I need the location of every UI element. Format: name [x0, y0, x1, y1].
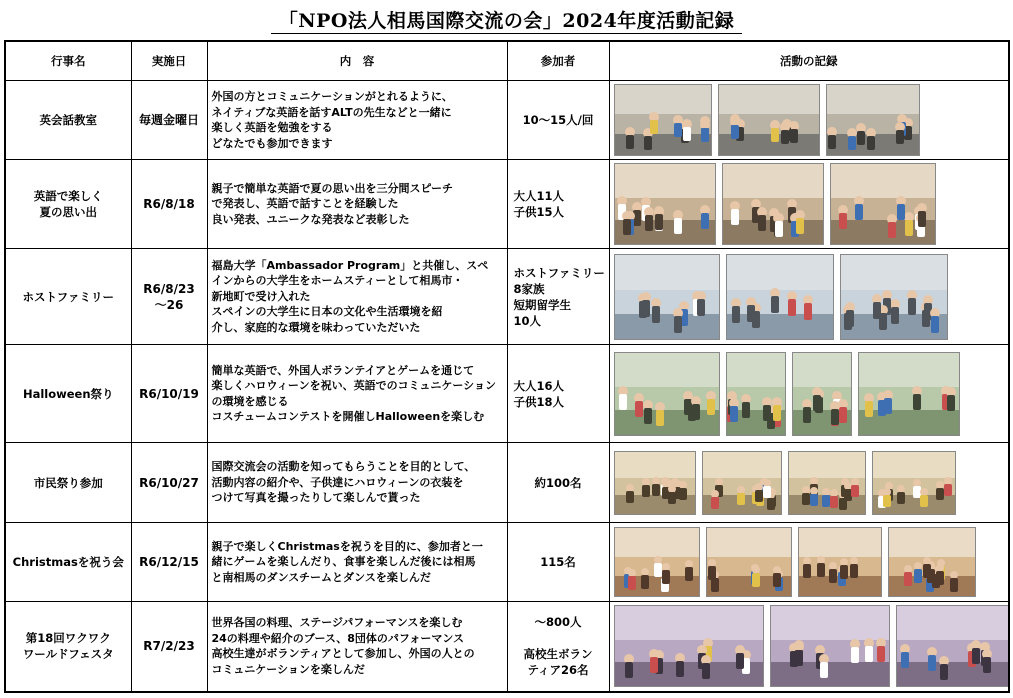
header-date: 実施日 — [131, 41, 207, 81]
name-line: 市民祭り参加 — [33, 475, 103, 490]
content-line: 国際交流会の活動を知ってもらうことを目的として、 — [211, 460, 476, 474]
event-participants — [507, 345, 609, 443]
header-content: 内 容 — [207, 41, 507, 81]
content-line: 新地町で受け入れた — [211, 289, 311, 303]
date-line: R6/10/19 — [139, 386, 199, 401]
event-content — [207, 443, 507, 523]
event-date — [131, 523, 207, 602]
host-photo-2 — [726, 254, 834, 340]
content-line: 福島大学「Ambassador Program」と共催し、スペ — [211, 258, 489, 272]
date-line: R6/8/18 — [143, 197, 195, 211]
activity-photos — [609, 602, 1009, 692]
photo-strip — [610, 84, 1009, 156]
worldfesta-photo-3 — [896, 605, 1010, 687]
speech-photo-1 — [614, 163, 716, 245]
content-line: 親子で簡単な英語で夏の思い出を三分間スピーチ — [211, 181, 454, 195]
name-line: Christmasを祝う会 — [12, 555, 124, 569]
event-name — [5, 81, 131, 160]
activity-photos — [609, 81, 1009, 160]
event-name — [5, 345, 131, 443]
name-line: 第18回ワクワク — [25, 631, 111, 646]
event-date — [131, 602, 207, 692]
halloween-photo-3 — [792, 352, 852, 436]
event-name — [5, 160, 131, 249]
participant-line: 約100名 — [534, 475, 582, 490]
worldfesta-photo-1 — [614, 605, 764, 687]
content-line: で発表し、英語で話すことを経験した — [211, 197, 399, 211]
event-participants — [507, 249, 609, 345]
page-title: 「NPO法人相馬国際交流の会」2024年度活動記録 — [0, 6, 1013, 34]
event-date — [131, 443, 207, 523]
name-line: ホストファミリー — [22, 289, 114, 304]
halloween-photo-4 — [858, 352, 960, 436]
name-line: 英語で楽しく — [33, 189, 103, 203]
event-participants — [507, 160, 609, 249]
festival-photo-2 — [702, 451, 782, 515]
participant-line: ティア26名 — [527, 663, 589, 678]
table-row — [5, 443, 1009, 523]
event-participants — [507, 602, 609, 692]
photo-strip — [610, 163, 1009, 245]
content-line: 親子で楽しくChristmasを祝うを目的に、参加者と一 — [211, 539, 483, 553]
table-row — [5, 81, 1009, 160]
festival-photo-3 — [788, 451, 866, 515]
activity-photos — [609, 345, 1009, 443]
photo-strip — [610, 352, 1009, 436]
event-name — [5, 249, 131, 345]
name-line: 英会話教室 — [39, 113, 97, 127]
event-date — [131, 345, 207, 443]
content-line: 高校生達がボランティアとして参加し、外国の人との — [211, 647, 475, 661]
content-line: コスチュームコンテストを開催しHalloweenを楽しむ — [211, 410, 485, 423]
festival-photo-4 — [872, 451, 956, 515]
participant-line: 大人16人 — [513, 378, 565, 393]
photo-strip — [610, 451, 1009, 515]
table-row — [5, 249, 1009, 345]
event-participants — [507, 523, 609, 602]
content-line: スペインの大学生に日本の文化や生活環境を紹 — [211, 305, 443, 319]
event-date — [131, 81, 207, 160]
event-content — [207, 523, 507, 602]
activity-photos — [609, 160, 1009, 249]
event-participants — [507, 443, 609, 523]
header-row — [5, 41, 1009, 81]
header-event: 行事名 — [5, 41, 131, 81]
participant-line: 大人11人 — [513, 189, 565, 203]
date-line: R6/10/27 — [139, 475, 199, 490]
christmas-photo-3 — [798, 527, 882, 597]
participant-line: ～800人 — [534, 615, 582, 630]
content-line: 24の料理や紹介のブース、8団体のパフォーマンス — [211, 631, 465, 645]
content-line: と南相馬のダンスチームとダンスを楽しんだ — [211, 570, 431, 584]
table-row — [5, 160, 1009, 249]
participant-line: 高校生ボラン — [523, 647, 593, 662]
activity-table — [4, 40, 1010, 693]
content-line: コミュニケーションを楽しんだ — [211, 662, 365, 676]
speech-photo-3 — [830, 163, 936, 245]
participant-line: ホストファミリー — [513, 265, 605, 280]
content-line: の環境を感じる — [211, 394, 289, 408]
host-photo-1 — [614, 254, 720, 340]
name-line: 夏の思い出 — [39, 205, 97, 219]
activity-photos — [609, 249, 1009, 345]
table-row — [5, 345, 1009, 443]
content-line: 良い発表、ユニークな発表など表彰した — [211, 212, 410, 226]
activity-photos — [609, 523, 1009, 602]
event-content — [207, 602, 507, 692]
content-line: 簡単な英語で、外国人ボランテイアとゲームを通じて — [211, 363, 475, 377]
event-content — [207, 345, 507, 443]
participant-line — [508, 630, 609, 646]
classroom-photo-3 — [826, 84, 920, 156]
table-row — [5, 602, 1009, 692]
classroom-photo-1 — [614, 84, 712, 156]
event-date — [131, 249, 207, 345]
host-photo-3 — [840, 254, 948, 340]
content-line: どなたでも参加できます — [211, 136, 333, 150]
date-line: 毎週金曜日 — [138, 113, 199, 127]
header-participants: 参加者 — [507, 41, 609, 81]
photo-strip — [610, 527, 1009, 597]
content-line: 緒にゲームを楽しんだり、食事を楽しんだ後には相馬 — [211, 555, 476, 569]
halloween-photo-2 — [726, 352, 786, 436]
content-line: 楽しく英語を勉強をする — [211, 121, 333, 134]
name-line: Halloween祭り — [22, 386, 114, 401]
content-line: 介し、家庭的な環境を味わっていただいた — [211, 320, 421, 334]
content-line: インからの大学生をホームスティーとして相馬市・ — [211, 274, 464, 288]
photo-strip — [610, 254, 1009, 340]
content-line: 世界各国の料理、ステージパフォーマンスを楽しむ — [211, 616, 463, 630]
content-line: つけて写真を撮ったりして楽しんで貰った — [211, 491, 421, 505]
halloween-photo-1 — [614, 352, 720, 436]
participant-line: 115名 — [540, 555, 576, 569]
content-line: ネイティブな英語を話すALTの先生などと一緒に — [211, 105, 452, 119]
participant-line: 8家族 — [513, 281, 545, 296]
date-line: ～26 — [154, 297, 184, 312]
event-name — [5, 523, 131, 602]
header-record: 活動の記録 — [609, 41, 1009, 81]
content-line: 活動内容の紹介や、子供達にハロウィーンの衣装を — [211, 475, 464, 489]
date-line: R6/8/23 — [143, 281, 195, 296]
speech-photo-2 — [722, 163, 824, 245]
classroom-photo-2 — [718, 84, 820, 156]
participant-line: 子供18人 — [513, 394, 565, 409]
table-row — [5, 523, 1009, 602]
event-participants — [507, 81, 609, 160]
christmas-photo-4 — [888, 527, 976, 597]
name-line: ワールドフェスタ — [22, 647, 114, 662]
photo-strip — [610, 605, 1009, 687]
christmas-photo-1 — [614, 527, 700, 597]
event-name — [5, 443, 131, 523]
activity-photos — [609, 443, 1009, 523]
content-line: 外国の方とコミュニケーションがとれるように、 — [211, 90, 453, 103]
event-date — [131, 160, 207, 249]
participant-line: 10人 — [513, 313, 542, 328]
event-content — [207, 81, 507, 160]
event-content — [207, 249, 507, 345]
worldfesta-photo-2 — [770, 605, 890, 687]
content-line: 楽しくハロウィーンを祝い、英語でのコミュニケーション — [211, 379, 496, 392]
event-name — [5, 602, 131, 692]
participant-line: 子供15人 — [513, 205, 565, 219]
participant-line: 10～15人/回 — [522, 113, 594, 127]
event-content — [207, 160, 507, 249]
date-line: R7/2/23 — [143, 639, 195, 654]
christmas-photo-2 — [706, 527, 792, 597]
participant-line: 短期留学生 — [513, 297, 571, 312]
festival-photo-1 — [614, 451, 696, 515]
date-line: R6/12/15 — [139, 555, 199, 569]
